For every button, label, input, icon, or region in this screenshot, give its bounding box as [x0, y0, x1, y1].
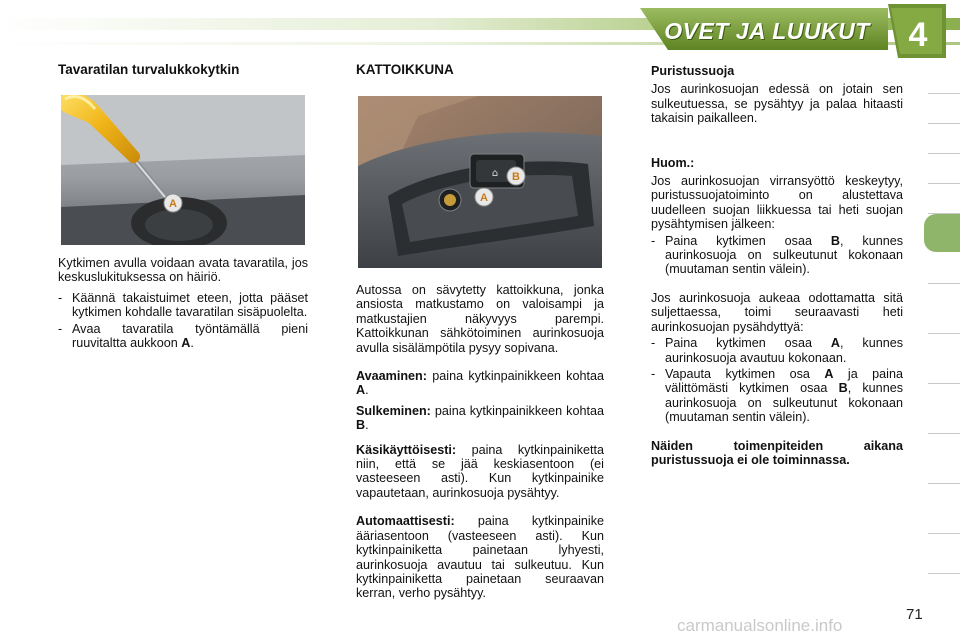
list-item: - Avaa tavaratila työntämällä pieni ruuvitaltta aukkoon A.	[58, 321, 308, 351]
trunk-release-photo	[61, 95, 305, 245]
automaatti-para: Automaattisesti: paina kytkinpainike ääriasentoon (vasteeseen asti). Kun kytkinpainiketta painetaan lyhyesti, aurinkosuoja avautuu tai sulkeutuu. Kun kytkinpainiketta painetaan seuraavan kerran, verho pysähtyy.	[356, 514, 604, 601]
callout-b: B	[512, 171, 520, 183]
huom-text: Jos aurinkosuojan virransyöttö keskeytyy, puristussuojatoiminto on alustettava uudelleen suojan liikkuessa tai heti suojan pysähtymisen jälkeen:	[651, 174, 903, 232]
avaaminen-para: Avaaminen: paina kytkinpainikkeen kohtaa A.	[356, 369, 604, 398]
puristus-text: Jos aurinkosuojan edessä on jotain sen sulkeutuessa, se pysähtyy ja palaa hitaasti takaisin paikalleen.	[651, 82, 903, 126]
left-intro: Kytkimen avulla voidaan avata tavaratila, jos keskuslukituksessa on häiriö.	[58, 256, 308, 285]
list-item: - Paina kytkimen osaa A, kunnes aurinkosuoja avautuu kokonaan.	[651, 336, 904, 365]
list-item: - Käännä takaistuimet eteen, jotta pääset kytkimen kohdalle tavaratilan sisäpuolelta.	[58, 290, 308, 320]
kasikaytto-para: Käsikäyttöisesti: paina kytkinpainiketta niin, että se jää keskiasentoon (ei vasteeseen asti). Kun kytkinpainike vapautetaan, aurinkosuoja pysähtyy.	[356, 442, 604, 500]
middle-body	[356, 283, 604, 607]
callout-a: A	[480, 192, 488, 204]
warning-text: Näiden toimenpiteiden aikana puristussuoja ei ole toiminnassa.	[651, 438, 903, 467]
sunroof-switch-photo	[358, 96, 602, 268]
chapter-title: OVET JA LUUKUT	[664, 18, 870, 44]
huom-heading: Huom.:	[651, 155, 695, 170]
left-body	[58, 256, 308, 352]
sulj-text: Jos aurinkosuoja aukeaa odottamatta sitä suljettaessa, toimi seuraavasti heti aurinkosuojan pysähdyttyä:	[651, 290, 903, 334]
chapter-tab[interactable]	[928, 306, 960, 334]
sunroof-switch-icon: ⌂	[491, 168, 499, 179]
chapter-tab[interactable]	[928, 506, 960, 534]
puristus-heading: Puristussuoja	[651, 64, 735, 78]
chapter-tab-active[interactable]	[924, 214, 960, 252]
chapter-tab[interactable]	[928, 256, 960, 284]
chapter-tab[interactable]	[928, 406, 960, 434]
chapter-tab[interactable]	[928, 66, 960, 94]
chapter-number: 4	[908, 16, 928, 54]
middle-heading: KATTOIKKUNA	[356, 62, 454, 77]
list-item: - Vapauta kytkimen osa A ja paina välittömästi kytkimen osaa B, kunnes aurinkosuoja on sulkeutunut kokonaan (muutaman sentin välein).	[651, 366, 903, 425]
chapter-tab[interactable]	[928, 156, 960, 184]
sulkeminen-para: Sulkeminen: paina kytkinpainikkeen kohtaa B.	[356, 403, 604, 433]
chapter-tabs	[928, 66, 960, 576]
left-heading: Tavaratilan turvalukkokytkin	[58, 62, 240, 77]
middle-intro: Autossa on sävytetty kattoikkuna, jonka ansiosta matkustamo on valoisampi ja matkustajien näkyvyys parempi. Kattoikkunan sähkötoiminen aurinkosuoja avulla sisälämpötila pysyy sopivana.	[356, 283, 604, 355]
chapter-tab[interactable]	[928, 96, 960, 124]
right-body	[651, 64, 903, 473]
list-item: - Paina kytkimen osaa B, kunnes aurinkosuoja on sulkeutunut kokonaan (muutaman sentin välein).	[651, 233, 904, 277]
chapter-tab[interactable]	[928, 186, 960, 214]
page-number: 71	[906, 606, 923, 623]
watermark: carmanualsonline.info	[677, 616, 843, 635]
chapter-tab[interactable]	[928, 356, 960, 384]
chapter-tab[interactable]	[928, 456, 960, 484]
chapter-tab[interactable]	[928, 126, 960, 154]
chapter-tab[interactable]	[928, 546, 960, 574]
callout-a: A	[169, 198, 177, 210]
